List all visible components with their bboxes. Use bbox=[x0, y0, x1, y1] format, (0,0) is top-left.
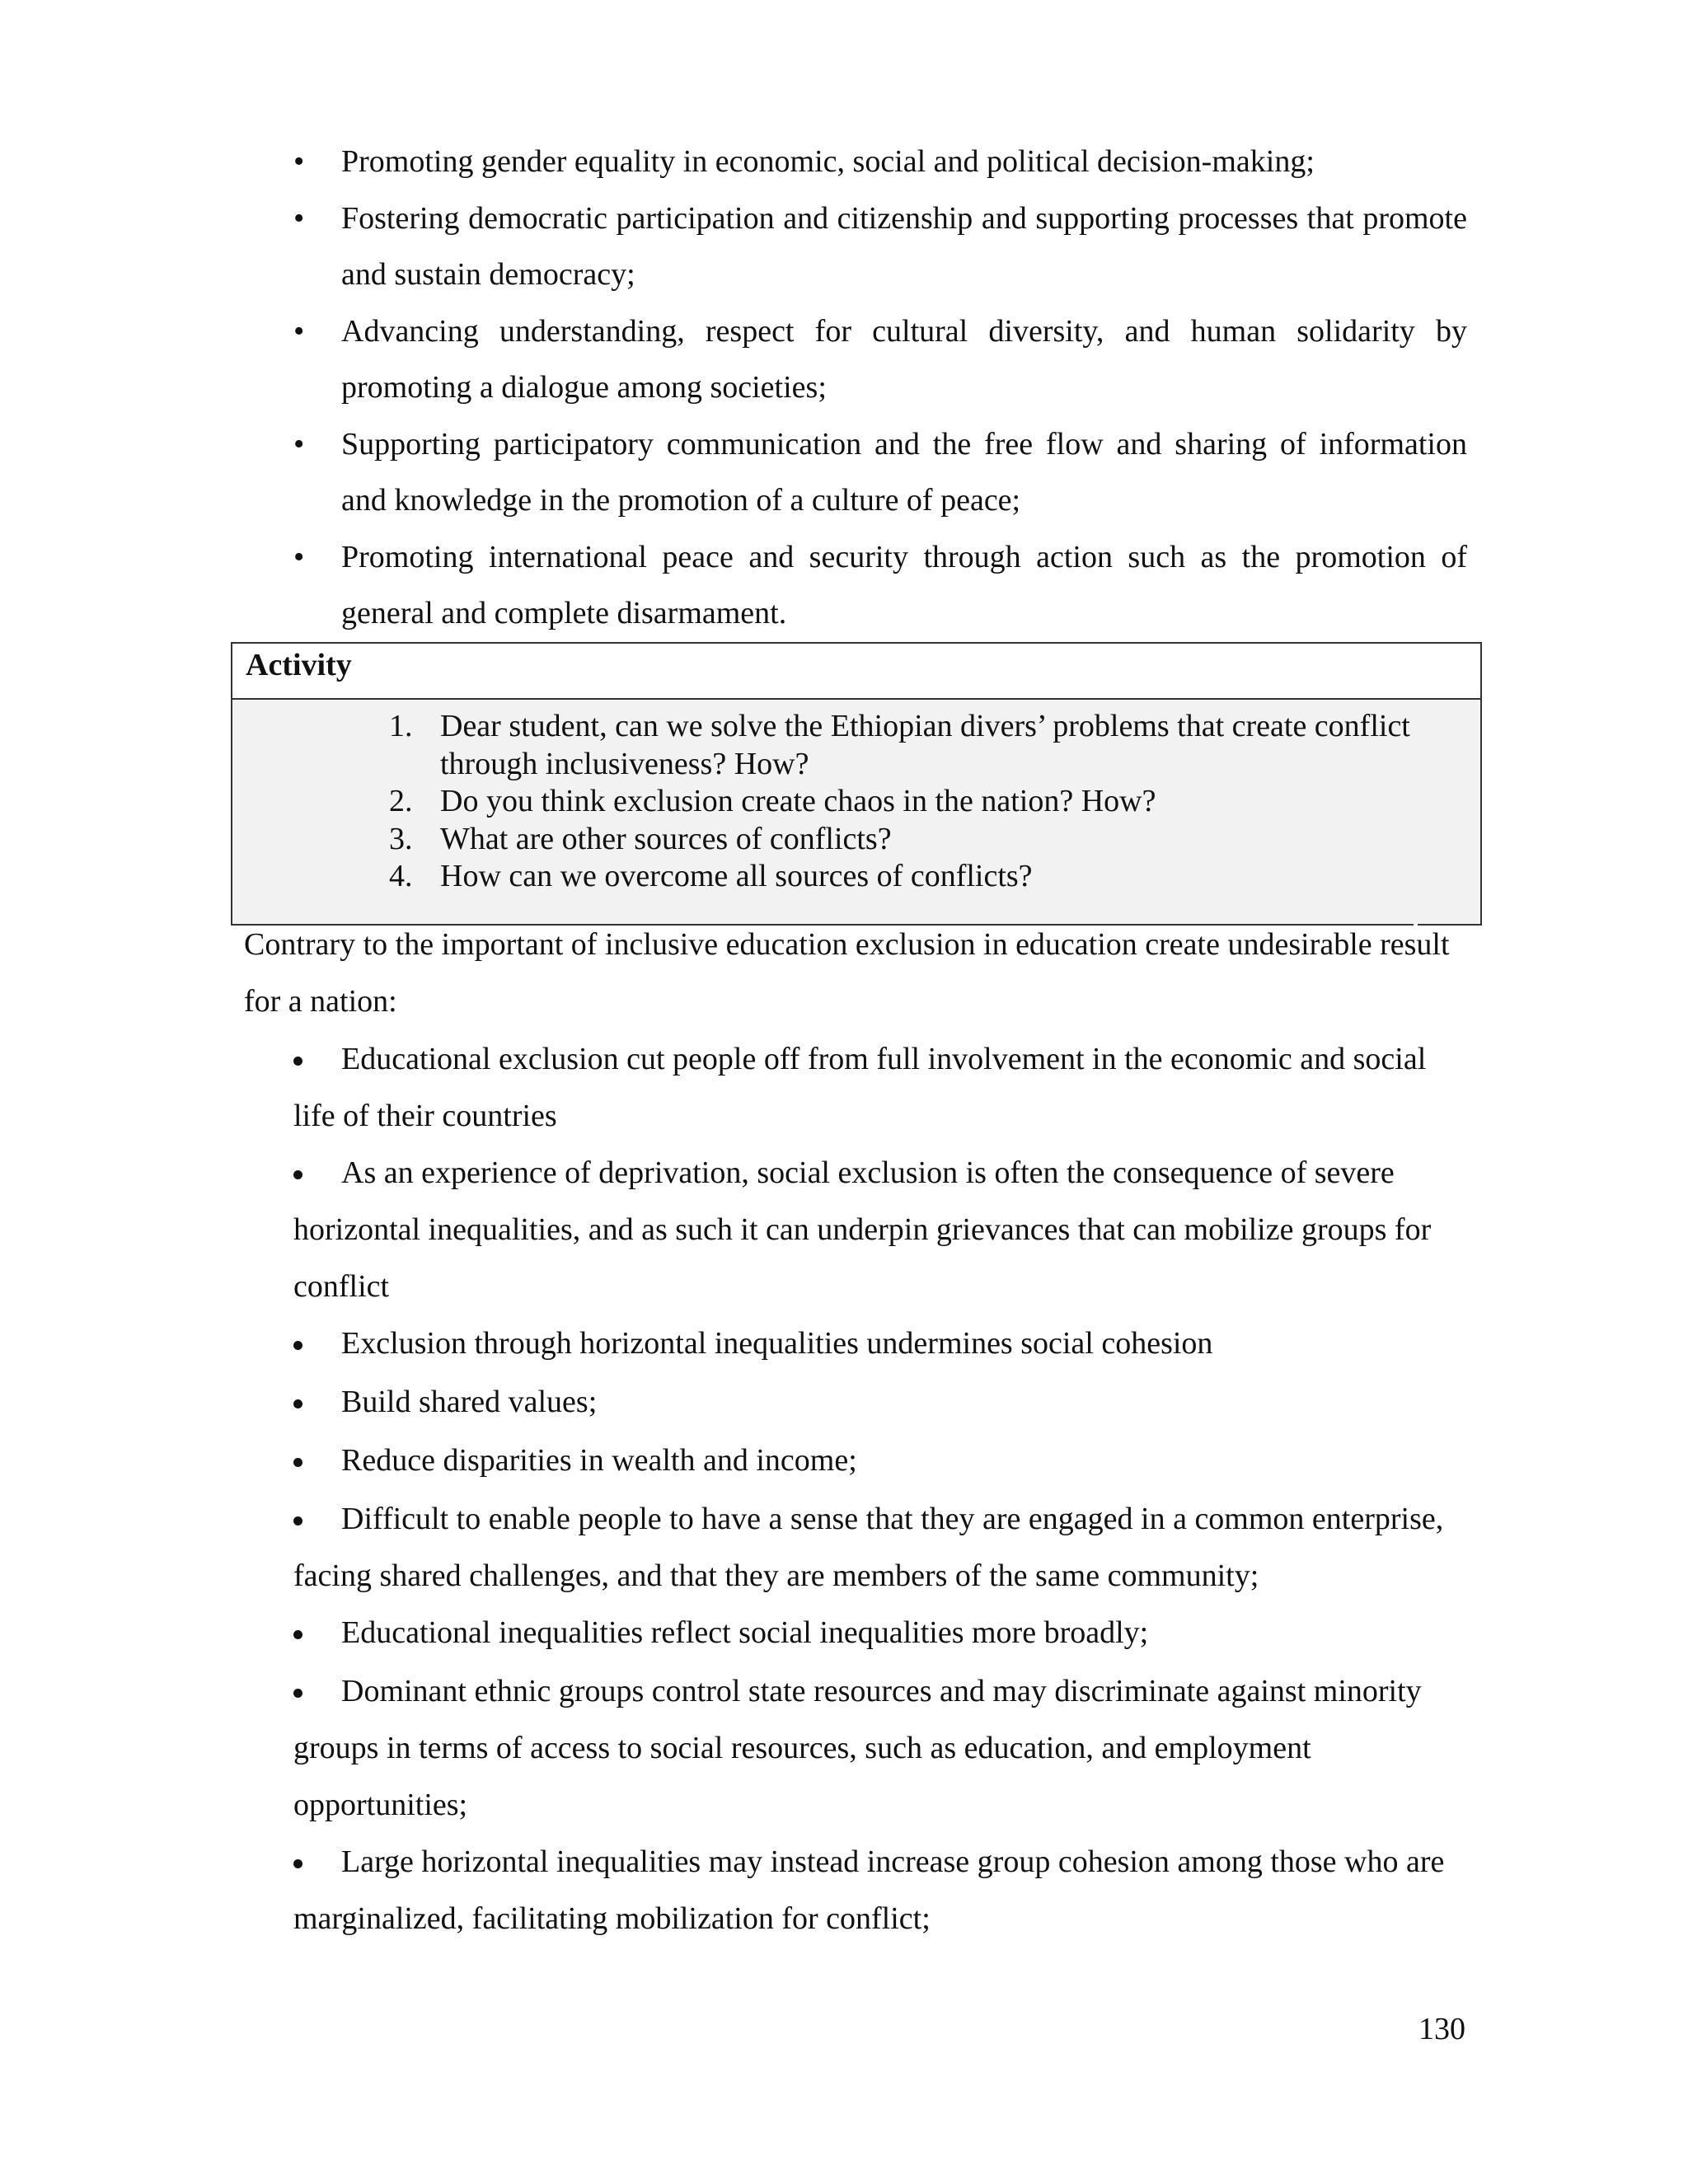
top-bullet-list bbox=[293, 134, 1467, 642]
bullet-text: Educational exclusion cut people off from full involvement in the economic and social life of their countries bbox=[293, 1042, 1427, 1133]
bullet-text: Build shared values; bbox=[341, 1385, 598, 1419]
activity-question bbox=[389, 783, 1469, 821]
question-text: Dear student, can we solve the Ethiopian divers’ problems that create conflict through inclusiveness? How? bbox=[440, 709, 1410, 781]
question-number: 1. bbox=[389, 709, 413, 743]
bullet-text: Reduce disparities in wealth and income; bbox=[341, 1443, 857, 1478]
list-item bbox=[293, 529, 1467, 642]
bullet-text: As an experience of deprivation, social exclusion is often the consequence of severe horizontal inequalities, and as such it can underpin grievances that can mobilize groups for conflict bbox=[293, 1155, 1432, 1304]
list-item bbox=[293, 1432, 1472, 1489]
bullet-dot-icon bbox=[293, 1859, 302, 1868]
list-item bbox=[293, 1145, 1472, 1315]
bullet-dot-icon bbox=[293, 1689, 302, 1698]
bullet-dot-icon bbox=[293, 1516, 302, 1526]
bullet-dot-icon bbox=[293, 1341, 302, 1350]
list-item bbox=[293, 190, 1467, 303]
bullet-dot-icon bbox=[293, 1630, 302, 1639]
question-text: What are other sources of conflicts? bbox=[440, 821, 892, 856]
bullet-text: Fostering democratic participation and citizenship and supporting processes that promote and sustain democracy; bbox=[341, 200, 1467, 292]
activity-question-list bbox=[389, 708, 1469, 896]
question-text: Do you think exclusion create chaos in the nation? How? bbox=[440, 784, 1156, 818]
list-item bbox=[293, 1031, 1472, 1145]
bottom-bullet-list bbox=[293, 1031, 1472, 1947]
bullet-icon: • bbox=[293, 313, 305, 349]
activity-question bbox=[389, 858, 1469, 896]
intro-paragraph: Contrary to the important of inclusive education exclusion in education create undesirable result for a nation: bbox=[244, 927, 1450, 1019]
activity-title: Activity bbox=[232, 644, 1480, 700]
list-item bbox=[293, 1491, 1472, 1605]
activity-question bbox=[389, 708, 1469, 783]
bullet-icon: • bbox=[293, 144, 305, 179]
list-item bbox=[293, 134, 1467, 190]
bullet-text: Difficult to enable people to have a sense that they are engaged in a common enterprise, facing shared challenges, and that they are members of the same community; bbox=[293, 1502, 1444, 1593]
bullet-text: Supporting participatory communication and the free flow and sharing of information and knowledge in the promotion of a culture of peace; bbox=[341, 426, 1467, 518]
list-item bbox=[293, 1834, 1472, 1947]
page-number: 130 bbox=[1418, 2012, 1465, 2046]
bullet-text: Educational inequalities reflect social inequalities more broadly; bbox=[341, 1615, 1149, 1650]
list-item bbox=[293, 416, 1467, 529]
bullet-icon: • bbox=[293, 426, 305, 462]
bullet-text: Exclusion through horizontal inequalities undermines social cohesion bbox=[341, 1326, 1213, 1361]
activity-body bbox=[232, 700, 1480, 926]
question-number: 2. bbox=[389, 784, 413, 818]
list-item bbox=[293, 1605, 1472, 1661]
bullet-dot-icon bbox=[293, 1170, 302, 1179]
list-item bbox=[293, 1663, 1472, 1834]
question-text: How can we overcome all sources of conflicts? bbox=[440, 859, 1033, 893]
question-number: 4. bbox=[389, 859, 413, 893]
list-item bbox=[293, 1374, 1472, 1431]
bullet-text: Promoting international peace and security through action such as the promotion of general and complete disarmament. bbox=[341, 539, 1467, 630]
bullet-text: Large horizontal inequalities may instead increase group cohesion among those who are marginalized, facilitating mobilization for conflict; bbox=[293, 1844, 1445, 1936]
question-number: 3. bbox=[389, 821, 413, 856]
bullet-dot-icon bbox=[293, 1057, 302, 1066]
bullet-text: Promoting gender equality in economic, social and political decision-making; bbox=[341, 144, 1315, 179]
bullet-dot-icon bbox=[293, 1399, 302, 1408]
list-item bbox=[293, 1315, 1472, 1372]
activity-box bbox=[231, 642, 1482, 926]
activity-question bbox=[389, 821, 1469, 859]
bullet-dot-icon bbox=[293, 1458, 302, 1467]
bullet-text: Dominant ethnic groups control state resources and may discriminate against minority groups in terms of access to social resources, such as education, and employment opportunities; bbox=[293, 1674, 1422, 1822]
bullet-icon: • bbox=[293, 200, 305, 236]
bullet-icon: • bbox=[293, 539, 305, 574]
bullet-text: Advancing understanding, respect for cultural diversity, and human solidarity by promoting a dialogue among societies; bbox=[341, 313, 1467, 405]
list-item bbox=[293, 303, 1467, 416]
